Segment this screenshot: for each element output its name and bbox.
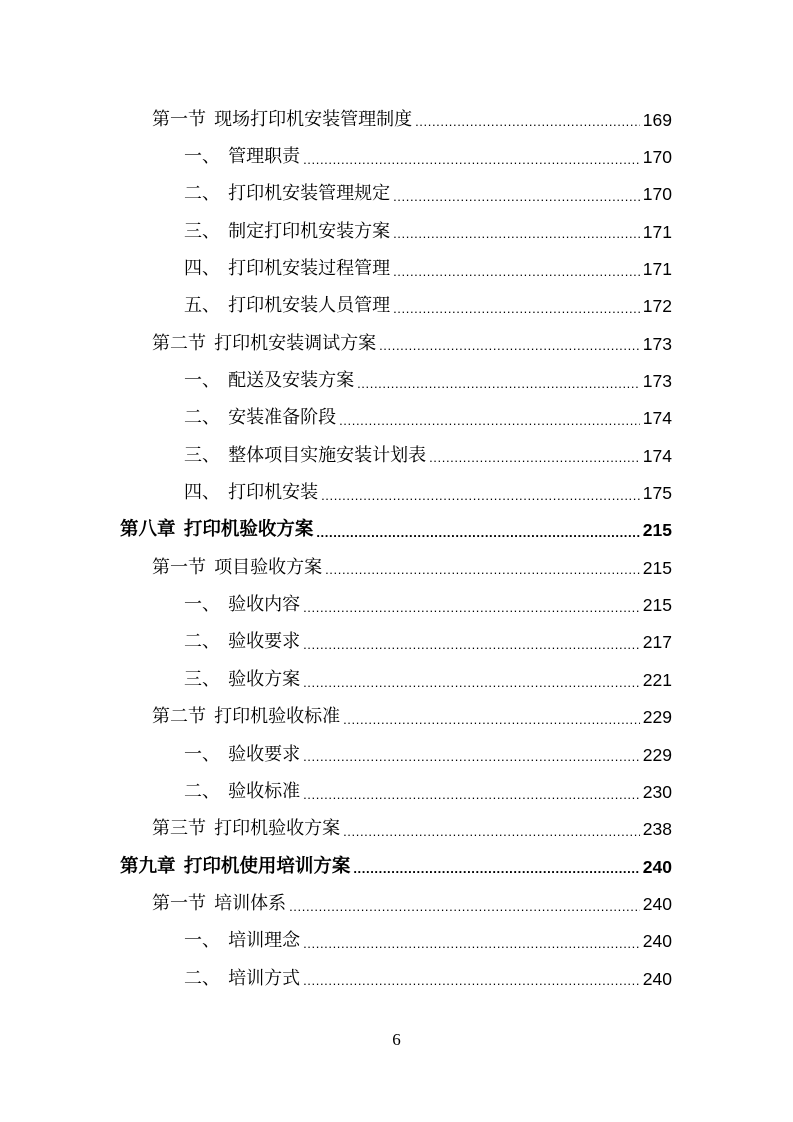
toc-entry-number: 二、 — [184, 967, 220, 989]
dot-leader — [303, 751, 640, 773]
toc-entry-number: 一、 — [184, 594, 220, 616]
toc-entry-number: 第二节 — [152, 332, 206, 354]
toc-entry-title — [184, 930, 300, 952]
toc-entry-page: 238 — [642, 819, 672, 840]
toc-entry-page: 215 — [642, 595, 672, 616]
toc-entry[interactable] — [0, 661, 793, 698]
toc-entry-page: 170 — [642, 147, 672, 168]
toc-entry-label: 配送及安装方案 — [228, 370, 355, 392]
toc-entry-page: 172 — [642, 296, 672, 317]
toc-entry-label: 项目验收方案 — [214, 556, 323, 578]
toc-entry-title — [184, 407, 336, 429]
dot-leader — [415, 116, 640, 138]
toc-entry[interactable] — [0, 549, 793, 586]
toc-entry-page: 230 — [642, 781, 672, 802]
dot-leader — [303, 938, 640, 960]
toc-entry-page: 229 — [642, 744, 672, 765]
toc-entry-number: 第一节 — [152, 108, 206, 130]
toc-entry-title — [152, 333, 376, 355]
toc-entry-page: 173 — [642, 333, 672, 354]
dot-leader — [379, 340, 640, 362]
toc-entry[interactable] — [0, 586, 793, 623]
toc-entry-page: 240 — [642, 931, 672, 952]
toc-entry-number: 第九章 — [120, 855, 176, 877]
toc-entry-title — [184, 781, 300, 803]
toc-entry[interactable] — [0, 437, 793, 474]
toc-entry-title — [152, 818, 340, 840]
toc-entry-title — [184, 258, 390, 280]
toc-entry-number: 三、 — [184, 220, 220, 242]
toc-entry[interactable] — [0, 101, 793, 138]
toc-entry-page: 240 — [642, 893, 672, 914]
toc-entry-title — [152, 893, 286, 915]
dot-leader — [303, 639, 640, 661]
toc-entry[interactable] — [0, 138, 793, 175]
toc-entry-label: 培训体系 — [214, 892, 287, 914]
toc-entry-number: 二、 — [184, 631, 220, 653]
toc-entry-page: 171 — [642, 221, 672, 242]
toc-entry[interactable] — [0, 923, 793, 960]
dot-leader — [353, 863, 639, 885]
toc-entry[interactable] — [0, 512, 793, 549]
toc-entry-title — [184, 631, 300, 653]
dot-leader — [393, 191, 640, 213]
toc-entry-title — [184, 968, 300, 990]
dot-leader — [393, 228, 640, 250]
toc-entry-number: 第二节 — [152, 706, 206, 728]
toc-entry-title — [184, 146, 300, 168]
toc-entry-number: 一、 — [184, 743, 220, 765]
page-number: 6 — [392, 1030, 401, 1049]
toc-entry-title — [184, 295, 390, 317]
toc-entry-number: 第三节 — [152, 818, 206, 840]
toc-entry-label: 安装准备阶段 — [228, 407, 337, 429]
toc-entry-page: 215 — [642, 557, 672, 578]
toc-entry-number: 三、 — [184, 444, 220, 466]
toc-entry-number: 一、 — [184, 146, 220, 168]
toc-entry-page: 174 — [642, 408, 672, 429]
toc-entry[interactable] — [0, 736, 793, 773]
toc-entry-number: 一、 — [184, 930, 220, 952]
toc-entry-page: 175 — [642, 483, 672, 504]
toc-entry-number: 二、 — [184, 407, 220, 429]
toc-entry-label: 培训理念 — [228, 930, 301, 952]
toc-entry-number: 四、 — [184, 482, 220, 504]
dot-leader — [316, 527, 639, 549]
dot-leader — [289, 901, 640, 923]
toc-entry[interactable] — [0, 362, 793, 399]
toc-entry-page: 221 — [642, 669, 672, 690]
toc-entry-number: 一、 — [184, 370, 220, 392]
toc-entry-page: 173 — [642, 371, 672, 392]
toc-entry-page: 171 — [642, 259, 672, 280]
toc-entry-label: 培训方式 — [228, 967, 301, 989]
dot-leader — [303, 975, 640, 997]
dot-leader — [303, 677, 640, 699]
dot-leader — [303, 789, 640, 811]
dot-leader — [321, 490, 640, 512]
toc-entry-label: 打印机安装过程管理 — [228, 258, 391, 280]
toc-entry-number: 第一节 — [152, 892, 206, 914]
toc-entry-title — [152, 109, 412, 131]
toc-entry-label: 验收方案 — [228, 668, 301, 690]
toc-entry-number: 第一节 — [152, 556, 206, 578]
toc-entry-label: 验收标准 — [228, 780, 301, 802]
toc-entry[interactable] — [0, 213, 793, 250]
toc-entry[interactable] — [0, 474, 793, 511]
toc-entry-label: 验收内容 — [228, 594, 301, 616]
toc-entry-page: 240 — [642, 856, 672, 877]
table-of-contents — [0, 101, 793, 997]
toc-entry-title — [184, 744, 300, 766]
toc-entry-title — [184, 183, 390, 205]
dot-leader — [357, 378, 640, 400]
toc-entry-number: 四、 — [184, 258, 220, 280]
toc-entry-page: 217 — [642, 632, 672, 653]
toc-entry-title — [184, 370, 354, 392]
toc-entry-number: 第八章 — [120, 519, 176, 541]
toc-entry-label: 打印机验收标准 — [214, 706, 341, 728]
dot-leader — [393, 266, 640, 288]
dot-leader — [343, 826, 640, 848]
toc-entry[interactable] — [0, 250, 793, 287]
toc-entry-label: 验收要求 — [228, 743, 301, 765]
dot-leader — [325, 564, 640, 586]
toc-entry[interactable] — [0, 811, 793, 848]
toc-entry-label: 打印机使用培训方案 — [183, 855, 351, 877]
toc-entry-number: 三、 — [184, 668, 220, 690]
toc-entry-page: 229 — [642, 707, 672, 728]
dot-leader — [343, 714, 640, 736]
toc-entry-title — [152, 706, 340, 728]
dot-leader — [429, 452, 640, 474]
toc-entry-label: 打印机验收方案 — [183, 519, 314, 541]
toc-entry-title — [184, 221, 390, 243]
toc-entry-title — [184, 669, 300, 691]
toc-entry-label: 打印机安装 — [228, 482, 319, 504]
toc-entry-label: 打印机验收方案 — [214, 818, 341, 840]
toc-entry[interactable] — [0, 699, 793, 736]
toc-entry-label: 验收要求 — [228, 631, 301, 653]
toc-entry[interactable] — [0, 960, 793, 997]
dot-leader — [339, 415, 640, 437]
toc-entry[interactable] — [0, 288, 793, 325]
toc-entry-number: 五、 — [184, 295, 220, 317]
toc-entry[interactable] — [0, 773, 793, 810]
toc-entry-title — [120, 519, 313, 541]
toc-entry-title — [120, 856, 350, 878]
toc-entry[interactable] — [0, 400, 793, 437]
dot-leader — [303, 602, 640, 624]
toc-entry-title — [184, 482, 318, 504]
toc-entry-page: 169 — [642, 109, 672, 130]
toc-entry-page: 215 — [642, 520, 672, 541]
toc-entry-title — [184, 594, 300, 616]
dot-leader — [303, 154, 640, 176]
toc-entry[interactable] — [0, 624, 793, 661]
toc-entry-number: 二、 — [184, 183, 220, 205]
toc-entry-page: 174 — [642, 445, 672, 466]
toc-entry[interactable] — [0, 176, 793, 213]
dot-leader — [393, 303, 640, 325]
toc-entry-title — [184, 445, 426, 467]
toc-entry[interactable] — [0, 325, 793, 362]
toc-entry[interactable] — [0, 885, 793, 922]
toc-entry-label: 整体项目实施安装计划表 — [228, 444, 427, 466]
toc-entry-number: 二、 — [184, 780, 220, 802]
toc-entry-page: 240 — [642, 968, 672, 989]
toc-entry-label: 打印机安装人员管理 — [228, 295, 391, 317]
toc-entry-label: 打印机安装调试方案 — [214, 332, 377, 354]
toc-entry-label: 打印机安装管理规定 — [228, 183, 391, 205]
toc-entry-label: 现场打印机安装管理制度 — [214, 108, 413, 130]
toc-entry-label: 制定打印机安装方案 — [228, 220, 391, 242]
toc-entry-title — [152, 557, 322, 579]
toc-entry-page: 170 — [642, 184, 672, 205]
toc-entry-label: 管理职责 — [228, 146, 301, 168]
toc-entry[interactable] — [0, 848, 793, 885]
